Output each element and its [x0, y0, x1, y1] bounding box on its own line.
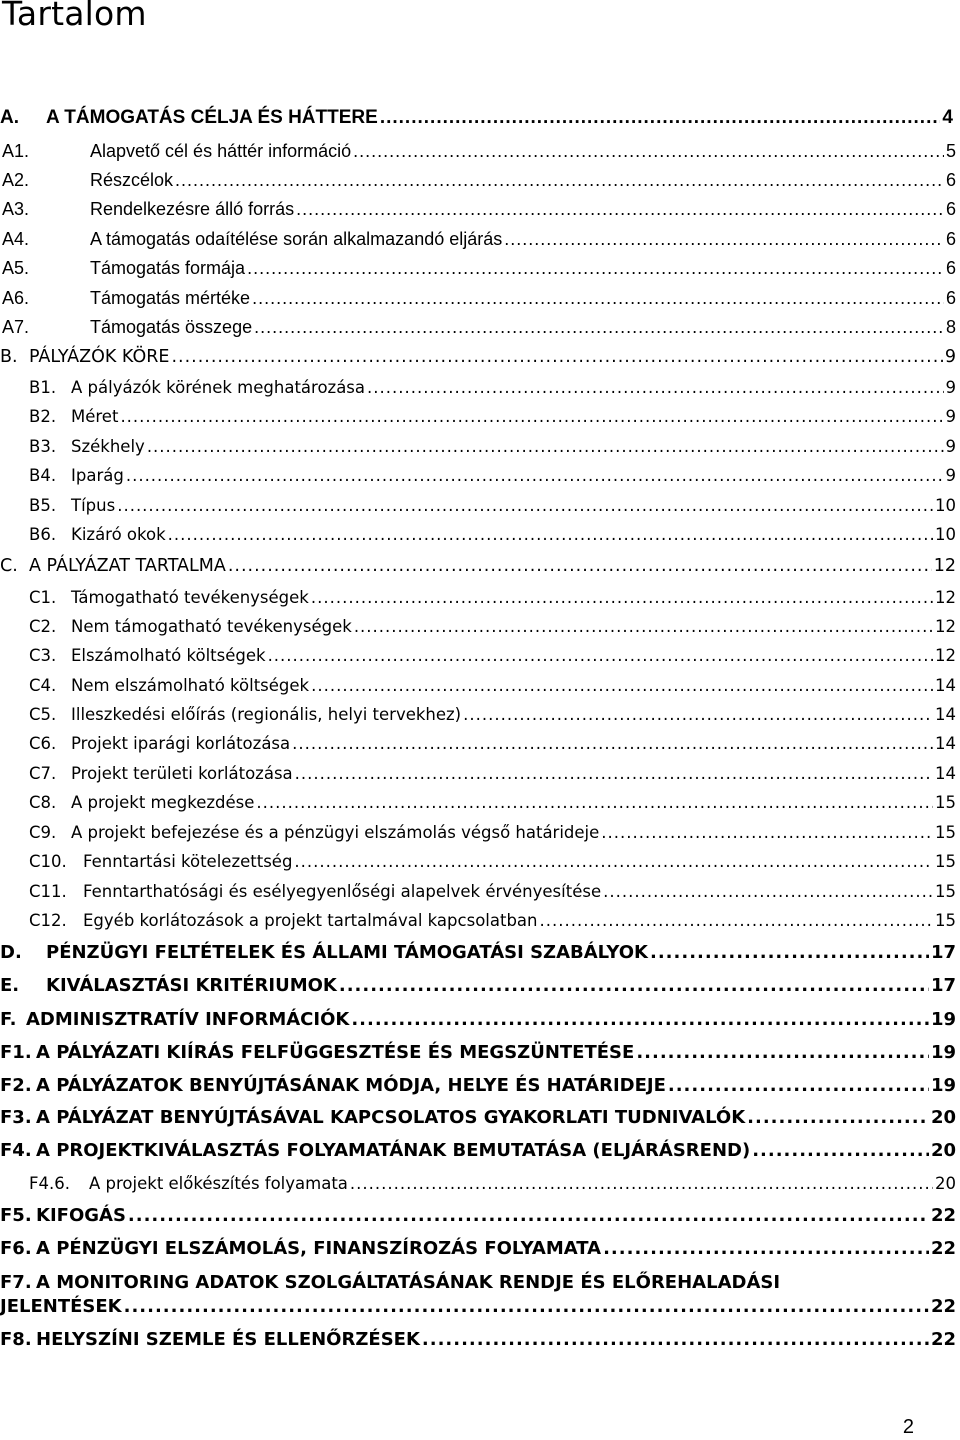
toc-entry-number: B1.: [29, 378, 57, 397]
toc-entry-title: Illeszkedési előírás (regionális, helyi tervekhez): [71, 705, 462, 724]
toc-leader: [252, 288, 944, 309]
toc-leader: [351, 1009, 929, 1030]
toc-entry-number: E.: [0, 975, 20, 996]
toc-entry-number: C6.: [29, 734, 57, 753]
toc-leader: [603, 882, 933, 901]
toc-entry-number: F4.6.: [29, 1174, 70, 1193]
toc-leader: [311, 676, 933, 695]
toc-entry-number: B6.: [29, 525, 57, 544]
toc-entry-title: KIFOGÁS: [36, 1205, 126, 1226]
toc-entry-title: Támogatás formája: [90, 258, 246, 278]
toc-entry-page: 4: [942, 107, 953, 128]
toc-entry-page: 14: [935, 734, 956, 753]
toc-entry-title: Fenntarthatósági és esélyegyenlőségi alapelvek érvényesítése: [83, 882, 602, 901]
toc-entry-c8[interactable]: [29, 793, 956, 812]
toc-entry-c2[interactable]: [29, 617, 956, 636]
toc-entry-title: A pályázók körének meghatározása: [71, 378, 366, 397]
toc-leader: [175, 170, 944, 191]
toc-entry-page: 15: [935, 823, 956, 842]
toc-entry-page: 12: [935, 646, 956, 665]
toc-entry-number: C8.: [29, 793, 57, 812]
toc-leader: [380, 107, 941, 129]
toc-entry-f2[interactable]: [0, 1075, 956, 1096]
toc-leader: [247, 258, 944, 279]
toc-entry-page: 6: [945, 229, 956, 249]
toc-entry-number: F7.: [0, 1272, 32, 1293]
toc-entry-page: 9: [945, 466, 956, 485]
toc-entry-title: A PÁLYÁZAT BENYÚJTÁSÁVAL KAPCSOLATOS GYAKORLATI TUDNIVALÓK: [36, 1107, 746, 1128]
toc-entry-title: Fenntartási kötelezettség: [83, 852, 293, 871]
toc-entry-page: 14: [935, 764, 956, 783]
toc-leader: [540, 911, 934, 930]
toc-entry-title: A MONITORING ADATOK SZOLGÁLTATÁSÁNAK RENDJE ÉS ELŐREHALADÁSI: [36, 1272, 781, 1293]
toc-entry-title: Elszámolható költségek: [71, 646, 266, 665]
toc-entry-title: Alapvető cél és háttér információ: [90, 141, 352, 161]
toc-entry-page: 6: [945, 170, 956, 190]
toc-entry-number: B3.: [29, 437, 57, 456]
toc-entry-title: Támogatás összege: [90, 317, 253, 337]
toc-entry-c12[interactable]: [29, 911, 956, 930]
toc-entry-a5[interactable]: [2, 258, 956, 279]
toc-entry-page: 22: [930, 1238, 956, 1259]
toc-entry-title: Egyéb korlátozások a projekt tartalmával kapcsolatban: [83, 911, 538, 930]
toc-entry-f[interactable]: [0, 1009, 956, 1030]
toc-entry-title: Támogatás mértéke: [90, 288, 251, 308]
toc-entry-page: 17: [930, 942, 956, 963]
toc-entry-title: Projekt területi korlátozása: [71, 764, 293, 783]
toc-entry-page: 6: [945, 258, 956, 278]
toc-entry-title: Nem támogatható tevékenységek: [71, 617, 352, 636]
toc-entry-f3[interactable]: [0, 1107, 956, 1128]
toc-entry-c7[interactable]: [29, 764, 956, 783]
toc-entry-title: Rendelkezésre álló forrás: [90, 199, 295, 219]
toc-entry-title: Típus: [71, 496, 116, 515]
toc-entry-a2[interactable]: [2, 170, 956, 191]
toc-entry-number: F6.: [0, 1238, 32, 1259]
toc-entry-title-continued: JELENTÉSEK: [0, 1296, 122, 1317]
toc-leader: [422, 1329, 929, 1350]
toc-entry-page: 12: [933, 556, 956, 576]
toc-entry-number: A1.: [2, 141, 30, 161]
toc-entry-c6[interactable]: [29, 734, 956, 753]
toc-entry-f8[interactable]: [0, 1329, 956, 1350]
toc-entry-c3[interactable]: [29, 646, 956, 665]
toc-entry-a7[interactable]: [2, 317, 956, 338]
toc-entry-number: C3.: [29, 646, 57, 665]
toc-entry-f1[interactable]: [0, 1042, 956, 1063]
toc-entry-b2[interactable]: [29, 407, 956, 426]
toc-leader: [296, 199, 944, 220]
toc-entry-number: A3.: [2, 199, 30, 219]
toc-leader: [668, 1075, 929, 1096]
toc-entry-page: 22: [930, 1329, 956, 1350]
toc-entry-number: C2.: [29, 617, 57, 636]
toc-entry-page: 5: [945, 141, 956, 161]
toc-entry-title: Méret: [71, 407, 119, 426]
toc-entry-a4[interactable]: [2, 229, 956, 250]
toc-entry-number: B.: [0, 347, 18, 367]
toc-entry-title: A támogatás odaítélése során alkalmazandó eljárás: [90, 229, 503, 249]
toc-entry-title: A PÁLYÁZAT TARTALMA: [29, 556, 226, 576]
toc-entry-page: 12: [935, 617, 956, 636]
toc-leader: [603, 1238, 929, 1259]
toc-leader: [256, 793, 933, 812]
toc-leader: [747, 1107, 929, 1128]
toc-entry-f7[interactable]: [0, 1272, 956, 1293]
toc-entry-f5[interactable]: [0, 1205, 956, 1226]
toc-entry-d[interactable]: [0, 942, 956, 963]
toc-entry-title: Projekt iparági korlátozása: [71, 734, 291, 753]
toc-entry-page: 19: [930, 1009, 956, 1030]
toc-entry-title: A PROJEKTKIVÁLASZTÁS FOLYAMATÁNAK BEMUTATÁSA (ELJÁRÁSREND): [36, 1140, 751, 1161]
toc-leader: [128, 1205, 929, 1226]
toc-entry-number: F2.: [0, 1075, 32, 1096]
toc-entry-c9[interactable]: [29, 823, 956, 842]
toc-entry-title: A projekt előkészítés folyamata: [89, 1174, 348, 1193]
toc-entry-page: 14: [935, 676, 956, 695]
toc-entry-title: KIVÁLASZTÁSI KRITÉRIUMOK: [46, 975, 337, 996]
toc-entry-number: C.: [0, 556, 18, 576]
toc-entry-number: B4.: [29, 466, 57, 485]
toc-entry-b1[interactable]: [29, 378, 956, 397]
toc-entry-number: A2.: [2, 170, 30, 190]
toc-entry-page: 9: [945, 437, 956, 456]
toc-entry-number: A.: [0, 107, 19, 128]
toc-leader: [367, 378, 943, 397]
toc-entry-title: Székhely: [71, 437, 145, 456]
page-title: Tartalom: [2, 0, 147, 33]
toc-leader: [292, 734, 933, 753]
toc-entry-title: PÁLYÁZÓK KÖRE: [29, 347, 170, 367]
toc-entry-number: F3.: [0, 1107, 32, 1128]
toc-leader: [650, 942, 929, 963]
toc-entry-number: D.: [0, 942, 22, 963]
toc-entry-number: C10.: [29, 852, 67, 871]
toc-leader: [636, 1042, 929, 1063]
toc-entry-title: Iparág: [71, 466, 124, 485]
toc-entry-number: A7.: [2, 317, 30, 337]
toc-leader: [124, 1296, 929, 1317]
toc-entry-page: 19: [930, 1075, 956, 1096]
toc-entry-number: C7.: [29, 764, 57, 783]
toc-entry-page: 15: [935, 852, 956, 871]
toc-leader: [463, 705, 933, 724]
toc-entry-title: Nem elszámolható költségek: [71, 676, 310, 695]
toc-entry-b4[interactable]: [29, 466, 956, 485]
toc-entry-page: 20: [930, 1107, 956, 1128]
toc-leader: [147, 437, 944, 456]
toc-entry-page: 17: [930, 975, 956, 996]
toc-leader: [350, 1174, 933, 1193]
toc-entry-page: 22: [930, 1205, 956, 1226]
toc-entry-number: C1.: [29, 588, 57, 607]
toc-entry-a3[interactable]: [2, 199, 956, 220]
toc-leader: [117, 496, 933, 515]
toc-entry-a1[interactable]: [2, 141, 956, 162]
toc-entry-title: A projekt befejezése és a pénzügyi elszámolás végső határideje: [71, 823, 600, 842]
toc-entry-c4[interactable]: [29, 676, 956, 695]
toc-entry-page: 19: [930, 1042, 956, 1063]
toc-entry-page: 9: [945, 378, 956, 397]
toc-entry-f4[interactable]: [0, 1140, 956, 1161]
toc-entry-number: F1.: [0, 1042, 32, 1063]
toc-entry-number: B5.: [29, 496, 57, 515]
toc-leader: [339, 975, 929, 996]
toc-leader: [504, 229, 944, 250]
toc-leader: [168, 525, 933, 544]
toc-leader: [601, 823, 933, 842]
toc-entry-number: C11.: [29, 882, 67, 901]
toc-entry-number: F5.: [0, 1205, 32, 1226]
toc-entry-number: C12.: [29, 911, 67, 930]
toc-entry-page: 9: [944, 347, 956, 367]
toc-entry-page: 14: [935, 705, 956, 724]
toc-entry-c5[interactable]: [29, 705, 956, 724]
toc-entry-c10[interactable]: [29, 852, 956, 871]
toc-leader: [126, 466, 944, 485]
toc-entry-page: 9: [945, 407, 956, 426]
toc-entry-page: 6: [945, 288, 956, 308]
toc-entry-title: A PÁLYÁZATOK BENYÚJTÁSÁNAK MÓDJA, HELYE ÉS HATÁRIDEJE: [36, 1075, 666, 1096]
toc-leader: [171, 347, 942, 367]
toc-entry-b[interactable]: [0, 347, 956, 367]
toc-entry-number: B2.: [29, 407, 57, 426]
toc-entry-number: A6.: [2, 288, 30, 308]
toc-entry-title: A TÁMOGATÁS CÉLJA ÉS HÁTTERE: [46, 107, 378, 128]
toc-leader: [254, 317, 944, 338]
toc-entry-number: F4.: [0, 1140, 32, 1161]
toc-leader: [752, 1140, 929, 1161]
toc-entry-a6[interactable]: [2, 288, 956, 309]
toc-entry-page: 6: [945, 199, 956, 219]
toc-entry-title: Kizáró okok: [71, 525, 166, 544]
toc-entry-title: Támogatható tevékenységek: [71, 588, 309, 607]
toc-entry-page: 22: [930, 1296, 956, 1317]
toc-entry-page: 15: [935, 911, 956, 930]
toc-entry-c1[interactable]: [29, 588, 956, 607]
toc-entry-c11[interactable]: [29, 882, 956, 901]
toc-entry-b3[interactable]: [29, 437, 956, 456]
toc-entry-e[interactable]: [0, 975, 956, 996]
toc-entry-page: 20: [935, 1174, 956, 1193]
toc-entry-title: A PÉNZÜGYI ELSZÁMOLÁS, FINANSZÍROZÁS FOLYAMATA: [36, 1238, 602, 1259]
toc-entry-title: HELYSZÍNI SZEMLE ÉS ELLENŐRZÉSEK: [36, 1329, 420, 1350]
toc-entry-number: C4.: [29, 676, 57, 695]
toc-leader: [311, 588, 933, 607]
toc-entry-number: F8.: [0, 1329, 32, 1350]
toc-entry-title: ADMINISZTRATÍV INFORMÁCIÓK: [26, 1009, 350, 1030]
toc-entry-page: 20: [930, 1140, 956, 1161]
toc-entry-a[interactable]: [0, 107, 953, 129]
toc-leader: [228, 556, 932, 576]
toc-entry-title: PÉNZÜGYI FELTÉTELEK ÉS ÁLLAMI TÁMOGATÁSI SZABÁLYOK: [46, 942, 648, 963]
toc-leader: [295, 764, 933, 783]
toc-entry-page: 12: [935, 588, 956, 607]
toc-entry-title: A PÁLYÁZATI KIÍRÁS FELFÜGGESZTÉSE ÉS MEGSZÜNTETÉSE: [36, 1042, 635, 1063]
toc-entry-number: A4.: [2, 229, 30, 249]
toc-leader: [353, 141, 944, 162]
toc-entry-f7-continued[interactable]: [0, 1296, 956, 1317]
toc-entry-b5[interactable]: [29, 496, 956, 515]
toc-entry-page: 10: [935, 525, 956, 544]
toc-entry-number: A5.: [2, 258, 30, 278]
toc-entry-b6[interactable]: [29, 525, 956, 544]
toc-leader: [294, 852, 933, 871]
toc-entry-number: F.: [0, 1009, 17, 1030]
toc-entry-f6[interactable]: [0, 1238, 956, 1259]
toc-entry-title: Részcélok: [90, 170, 174, 190]
toc-entry-page: 15: [935, 793, 956, 812]
toc-entry-title: A projekt megkezdése: [71, 793, 255, 812]
toc-entry-page: 10: [935, 496, 956, 515]
toc-entry-number: C9.: [29, 823, 57, 842]
page-number: 2: [902, 1416, 914, 1438]
toc-entry-page: 15: [935, 882, 956, 901]
toc-entry-f4-6[interactable]: [29, 1174, 956, 1193]
toc-leader: [354, 617, 933, 636]
toc-entry-c[interactable]: [0, 556, 956, 576]
toc-entry-page: 8: [945, 317, 956, 337]
toc-entry-number: C5.: [29, 705, 57, 724]
toc-leader: [120, 407, 943, 426]
toc-leader: [268, 646, 933, 665]
